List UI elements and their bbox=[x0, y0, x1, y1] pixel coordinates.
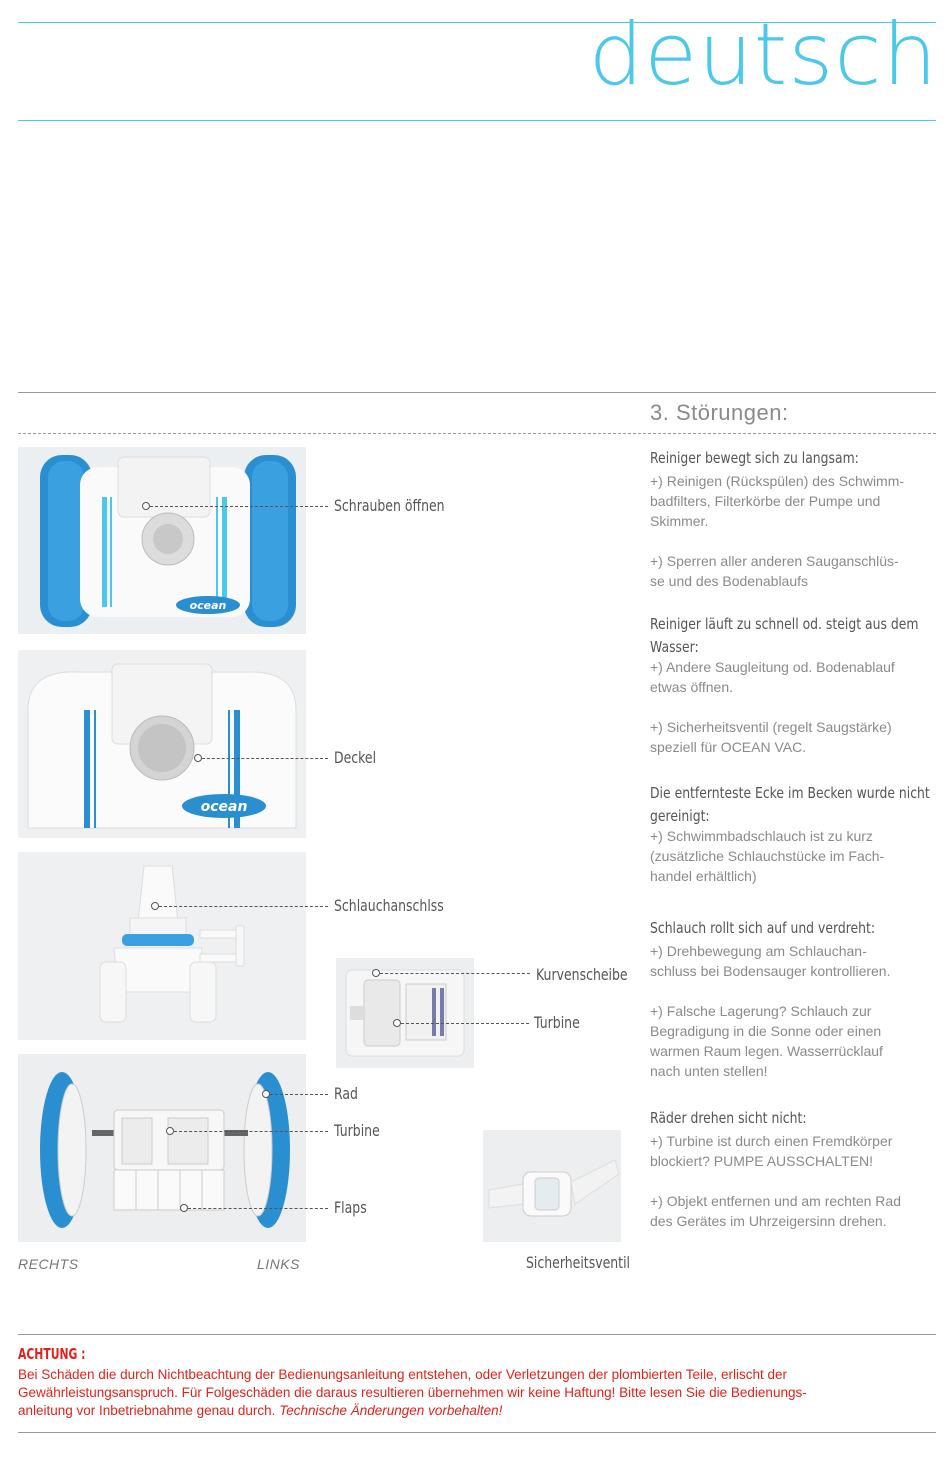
flaps-leader bbox=[188, 1208, 328, 1209]
wheel-leader bbox=[270, 1094, 328, 1095]
safety-valve-illustration bbox=[483, 1130, 621, 1242]
warning-rule-bottom bbox=[18, 1432, 936, 1433]
label-safety-valve: Sicherheitsventil bbox=[526, 1253, 631, 1272]
trouble-text: Skimmer. bbox=[650, 513, 709, 529]
hose-connector-leader bbox=[159, 906, 328, 907]
trouble-text: +) Falsche Lagerung? Schlauch zur bbox=[650, 1003, 872, 1019]
trouble-text: handel erhältlich) bbox=[650, 868, 757, 884]
warning-text-plain: anleitung vor Inbetriebnahme genau durch. bbox=[18, 1403, 276, 1418]
trouble-item-5 bbox=[650, 1106, 940, 1231]
trouble-text: +) Schwimmbadschlauch ist zu kurz bbox=[650, 828, 873, 844]
turbine-leader bbox=[174, 1131, 328, 1132]
cam-disc-marker bbox=[372, 969, 380, 977]
trouble-title: Schlauch rollt sich auf und verdreht: bbox=[650, 919, 876, 937]
cleaner-top-illustration bbox=[18, 447, 306, 634]
section-rule-top bbox=[18, 392, 936, 393]
trouble-text: +) Sicherheitsventil (regelt Saugstärke) bbox=[650, 719, 892, 735]
screws-marker bbox=[142, 502, 150, 510]
trouble-item-1 bbox=[650, 446, 940, 591]
trouble-text: +) Objekt entfernen und am rechten Rad bbox=[650, 1193, 901, 1209]
photo-wheels bbox=[18, 1054, 306, 1242]
trouble-text: des Gerätes im Uhrzeigersinn drehen. bbox=[650, 1213, 887, 1229]
photo-hose-connector bbox=[18, 852, 306, 1040]
turbine-top-marker bbox=[393, 1019, 401, 1027]
trouble-text: speziell für OCEAN VAC. bbox=[650, 739, 807, 755]
photo-cover bbox=[18, 650, 306, 838]
warning-rule-top bbox=[18, 1334, 936, 1335]
trouble-text: schluss bei Bodensauger kontrollieren. bbox=[650, 963, 891, 979]
trouble-text: +) Reinigen (Rückspülen) des Schwimm- bbox=[650, 473, 905, 489]
label-wheel: Rad bbox=[334, 1084, 358, 1103]
section-title: 3. Störungen: bbox=[650, 400, 789, 425]
ocean-logo: ocean bbox=[189, 599, 227, 612]
label-turbine: Turbine bbox=[334, 1121, 380, 1140]
label-turbine-top: Turbine bbox=[534, 1013, 580, 1032]
trouble-text: warmen Raum legen. Wasserrücklauf bbox=[650, 1043, 883, 1059]
cover-marker bbox=[194, 754, 202, 762]
label-left: LINKS bbox=[257, 1256, 300, 1272]
cam-disc-illustration bbox=[336, 958, 474, 1068]
trouble-title: Reiniger bewegt sich zu langsam: bbox=[650, 449, 859, 467]
trouble-text: badfilters, Filterkörbe der Pumpe und bbox=[650, 493, 881, 509]
turbine-marker bbox=[166, 1127, 174, 1135]
wheel-marker bbox=[262, 1090, 270, 1098]
cover-illustration bbox=[18, 650, 306, 838]
photo-cleaner-top bbox=[18, 447, 306, 634]
warning-title: ACHTUNG : bbox=[18, 1345, 86, 1363]
language-title: deutsch bbox=[588, 5, 938, 105]
trouble-text: +) Turbine ist durch einen Fremdkörper bbox=[650, 1133, 893, 1149]
turbine-top-leader bbox=[401, 1023, 529, 1024]
trouble-text: +) Andere Saugleitung od. Bodenablauf bbox=[650, 659, 895, 675]
screws-leader bbox=[150, 506, 328, 507]
photo-safety-valve bbox=[483, 1130, 621, 1242]
section-rule-bottom bbox=[18, 433, 936, 434]
trouble-text bbox=[650, 697, 940, 717]
trouble-text bbox=[650, 531, 940, 551]
label-cover: Deckel bbox=[334, 748, 377, 767]
trouble-text: +) Sperren aller anderen Sauganschlüs- bbox=[650, 553, 899, 569]
label-cam-disc: Kurvenscheibe bbox=[536, 965, 628, 984]
trouble-item-4 bbox=[650, 916, 940, 1081]
label-flaps: Flaps bbox=[334, 1198, 367, 1217]
trouble-text: +) Drehbewegung am Schlauchan- bbox=[650, 943, 867, 959]
trouble-text bbox=[650, 981, 940, 1001]
trouble-text: etwas öffnen. bbox=[650, 679, 734, 695]
trouble-text: Begradigung in die Sonne oder einen bbox=[650, 1023, 882, 1039]
label-hose-connector: Schlauchanschlss bbox=[334, 896, 444, 915]
warning-text-line-2: Gewährleistungsanspruch. Für Folgeschäden die daraus resultieren übernehmen wir keine Haftung! Bitte lesen Sie die Bedienungs- bbox=[18, 1385, 807, 1400]
hose-connector-illustration bbox=[18, 852, 306, 1040]
photo-cam-disc bbox=[336, 958, 474, 1068]
cover-leader bbox=[202, 758, 328, 759]
warning-text-italic: Technische Änderungen vorbehalten! bbox=[279, 1403, 503, 1418]
trouble-text bbox=[650, 1171, 940, 1191]
warning-text-line-3 bbox=[18, 1402, 502, 1420]
cam-disc-leader bbox=[380, 973, 530, 974]
hose-connector-marker bbox=[151, 902, 159, 910]
trouble-text: (zusätzliche Schlauchstücke im Fach- bbox=[650, 848, 885, 864]
trouble-title: Wasser: bbox=[650, 638, 699, 656]
warning-text-line-1: Bei Schäden die durch Nichtbeachtung der Bedienungsanleitung entstehen, oder Verletzungen der plombierten Teile, erlischt der bbox=[18, 1367, 788, 1382]
header-rule-bottom bbox=[18, 120, 936, 121]
wheels-illustration bbox=[18, 1054, 306, 1242]
flaps-marker bbox=[180, 1204, 188, 1212]
trouble-item-2 bbox=[650, 612, 940, 757]
trouble-title: Räder drehen sicht nicht: bbox=[650, 1109, 807, 1127]
trouble-title: gereinigt: bbox=[650, 807, 710, 825]
trouble-text: nach unten stellen! bbox=[650, 1063, 768, 1079]
ocean-logo-cover: ocean bbox=[200, 799, 248, 815]
trouble-text: blockiert? PUMPE AUSSCHALTEN! bbox=[650, 1153, 874, 1169]
label-screws: Schrauben öffnen bbox=[334, 496, 445, 515]
trouble-title: Die entfernteste Ecke im Becken wurde nicht bbox=[650, 784, 930, 802]
trouble-item-3 bbox=[650, 781, 940, 886]
trouble-text: se und des Bodenablaufs bbox=[650, 573, 809, 589]
label-right: RECHTS bbox=[18, 1256, 79, 1272]
trouble-title: Reiniger läuft zu schnell od. steigt aus dem bbox=[650, 615, 919, 633]
